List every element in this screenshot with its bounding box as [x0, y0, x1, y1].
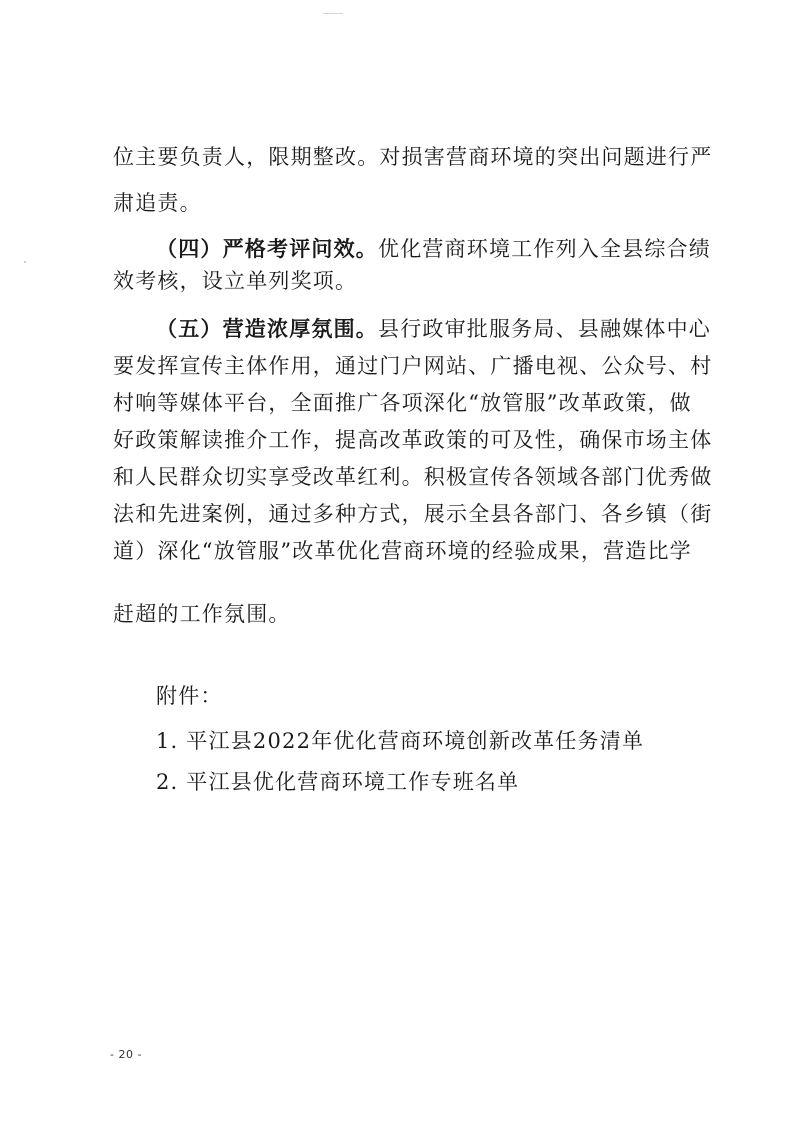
body-line-1 [113, 143, 713, 171]
section-five-line-8 [113, 600, 683, 628]
section-five-line-1 [156, 315, 711, 343]
line-text: 优化营商环境工作列入全县综合绩 [378, 237, 711, 261]
line-text: 效考核，设立单列奖项。 [113, 269, 358, 293]
attachment-item-1: 1. 平江县2022年优化营商环境创新改革任务清单 [156, 729, 645, 753]
scan-artifact-dot [24, 261, 26, 263]
page-number: - 20 - [110, 1048, 142, 1061]
line-text: 赶超的工作氛围。 [113, 602, 291, 626]
line-text: 好政策解读推介工作，提高改革政策的可及性，确保市场主体 [113, 428, 713, 452]
section-four-line-1 [156, 235, 711, 263]
section-five-line-4 [113, 426, 713, 454]
body-line-2 [113, 189, 683, 217]
line-text: 道）深化“放管服”改革优化营商环境的经验成果，营造比学 [113, 539, 692, 563]
section-five-line-3 [113, 389, 692, 417]
line-text: 村响等媒体平台，全面推广各项深化“放管服”改革政策，做 [113, 391, 692, 415]
line-text: 法和先进案例，通过多种方式，展示全县各部门、各乡镇（街 [113, 502, 713, 526]
attachments-label: 附件： [156, 684, 223, 708]
line-text: 肃追责。 [113, 191, 202, 215]
line-text: 位主要负责人，限期整改。对损害营商环境的突出问题进行严 [113, 145, 713, 169]
section-four-line-2 [113, 267, 683, 295]
line-text: 和人民群众切实享受改革红利。积极宣传各领域各部门优秀做 [113, 465, 713, 489]
section-heading: （四）严格考评问效。 [156, 236, 378, 261]
section-five-line-6 [113, 500, 713, 528]
line-text: 要发挥宣传主体作用，通过门户网站、广播电视、公众号、村 [113, 354, 713, 378]
scan-artifact [323, 13, 343, 14]
section-five-line-5 [113, 463, 713, 491]
line-text: 县行政审批服务局、县融媒体中心 [378, 317, 711, 341]
section-five-line-7 [113, 537, 692, 565]
section-heading: （五）营造浓厚氛围。 [156, 316, 378, 341]
attachment-item-2: 2. 平江县优化营商环境工作专班名单 [156, 770, 520, 794]
section-five-line-2 [113, 352, 713, 380]
